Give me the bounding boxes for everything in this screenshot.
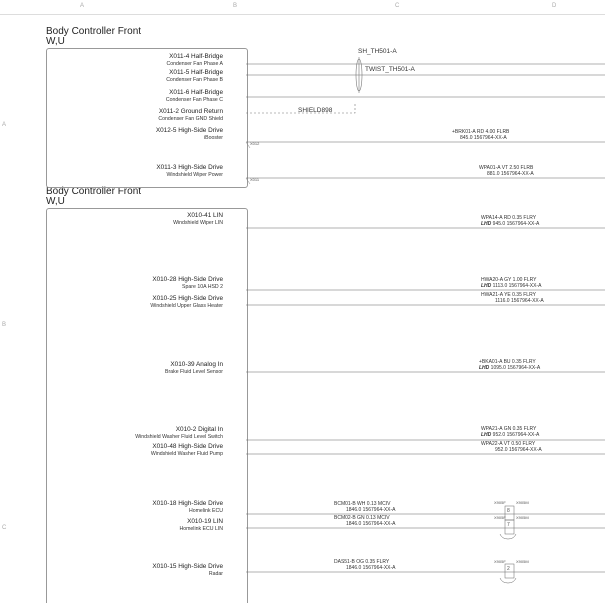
inline-connector-label: X905F [494, 500, 506, 505]
pin-label: X010-28 High-Side Drive Spare 10A HSD 2 [152, 276, 223, 290]
module-title: Body Controller Front W,U [46, 26, 142, 47]
inline-connector-pin: 7 [507, 522, 510, 528]
wire-label: HWA20-A GY 1.00 FLRY LHD 1113.0 1567964-XX-A [481, 277, 542, 289]
wire-label: WPA01-A VT 2.50 FLRB 881.0 1567964-XX-A [479, 165, 534, 177]
column-label: B [233, 3, 238, 9]
pin-label: X010-25 High-Side Drive Windshield Upper Glass Heater [150, 295, 223, 309]
inline-connector-label: X905M [516, 559, 529, 564]
pin-label: X010-15 High-Side Drive Radar [152, 563, 223, 577]
inline-connector-label: X905M [516, 515, 529, 520]
pin-label: X011-4 Half-Bridge Condenser Fan Phase A [166, 53, 223, 67]
row-label: C [2, 525, 7, 531]
shield-label: SH_TH501-A [358, 48, 397, 55]
shield-label: SHIELD898 [298, 107, 333, 114]
wire-label: HWA21-A YE 0.35 FLRY 1116.0 1567964-XX-A [481, 292, 544, 304]
wire-label: +BKA01-A BU 0.35 FLRY LHD 1095.0 1567964-XX-A [479, 359, 541, 371]
pin-label: X011-2 Ground Return Condenser Fan GND Shield [158, 108, 223, 122]
column-label: A [80, 3, 85, 9]
inline-connector-label: X905M [516, 500, 529, 505]
wire-label: WPA21-A GN 0.35 FLRY LHD 952.0 1567964-XX-A [481, 426, 540, 438]
wire-label: WPA14-A RD 0.35 FLRY LHD 945.0 1567964-XX-A [481, 215, 540, 227]
wire-label: BCM01-B WH 0.13 MCIV 1846.0 1567964-XX-A [334, 501, 396, 513]
connector-bracket [500, 578, 516, 583]
inline-connector-label: X905F [494, 559, 506, 564]
pin-label: X011-6 Half-Bridge Condenser Fan Phase C [165, 89, 223, 103]
module-title: Body Controller Front W,U [46, 186, 142, 207]
pin-label: X010-41 LIN Windshield Wiper LIN [173, 212, 223, 226]
connector-tag: X011 [250, 177, 260, 182]
pin-label: X010-18 High-Side Drive Homelink ECU [152, 500, 223, 514]
pin-label: X012-5 High-Side Drive iBooster [155, 127, 223, 141]
wire-label: +BRK01-A RD 4.00 FLRB 845.0 1567964-XX-A [452, 129, 510, 141]
column-label: D [552, 3, 557, 9]
connector-bracket [500, 534, 516, 539]
inline-connector-label: X905F [494, 515, 506, 520]
row-label: B [2, 322, 7, 328]
wire-label: DAS51-B OG 0.35 FLRY 1846.0 1567964-XX-A [334, 559, 396, 571]
shield-label: TWIST_TH501-A [365, 66, 415, 73]
pin-label: X010-48 High-Side Drive Windshield Washer Fluid Pump [150, 443, 223, 457]
wire-label: WPA22-A VT 0.50 FLRY 952.0 1567964-XX-A [481, 441, 542, 453]
row-label: A [2, 122, 7, 128]
connector-tag: X012 [250, 141, 260, 146]
pin-label: X010-2 Digital In Windshield Washer Fluid Level Switch [135, 426, 223, 440]
pin-label: X010-39 Analog In Brake Fluid Level Sensor [165, 361, 223, 375]
inline-connector-pin: 2 [507, 566, 510, 572]
wire-label: BCM02-B GN 0.13 MCIV 1846.0 1567964-XX-A [334, 515, 396, 527]
pin-label: X010-19 LIN Homelink ECU LIN [179, 518, 223, 532]
inline-connector-pin: 8 [507, 508, 510, 514]
pin-label: X011-5 Half-Bridge Condenser Fan Phase B [166, 69, 223, 83]
pin-label: X011-3 High-Side Drive Windshield Wiper Power [156, 164, 223, 178]
column-label: C [395, 3, 400, 9]
